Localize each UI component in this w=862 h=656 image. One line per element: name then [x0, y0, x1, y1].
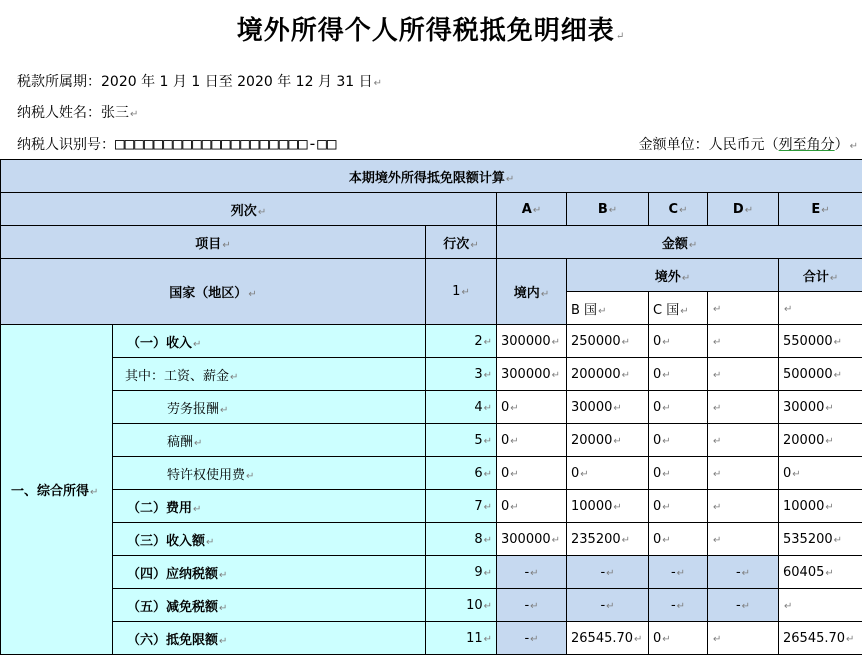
- country-header: 国家（地区）↵: [1, 259, 426, 325]
- cell-e[interactable]: 26545.70↵: [779, 622, 862, 655]
- cell-e[interactable]: ↵: [779, 589, 862, 622]
- taxpayer-id-value: □□□□□□□□□□□□□□□□□□□□-□□: [115, 134, 337, 153]
- cell-d: -↵: [708, 589, 779, 622]
- amount-header: 金额↵: [497, 226, 862, 259]
- cell-e[interactable]: 60405↵: [779, 556, 862, 589]
- table-row: [1, 490, 862, 523]
- cell-e[interactable]: 10000↵: [779, 490, 862, 523]
- cell-e[interactable]: 550000↵: [779, 325, 862, 358]
- tax-period: [17, 71, 382, 91]
- row-label: （四）应纳税额↵: [113, 556, 426, 589]
- table-row: [1, 589, 862, 622]
- return-mark-icon: ↵: [373, 78, 383, 89]
- table-row: [1, 622, 862, 655]
- cell-d[interactable]: ↵: [708, 325, 779, 358]
- group-label: 一、综合所得↵: [1, 325, 113, 655]
- cell-b[interactable]: 200000↵: [567, 358, 649, 391]
- cell-b[interactable]: 30000↵: [567, 391, 649, 424]
- credit-table: [0, 159, 862, 655]
- cell-a[interactable]: 300000↵: [497, 358, 567, 391]
- cell-a[interactable]: 300000↵: [497, 523, 567, 556]
- cell-b[interactable]: 26545.70↵: [567, 622, 649, 655]
- currency-unit-emph: 列至角分: [778, 137, 835, 153]
- cell-c[interactable]: 0↵: [649, 391, 708, 424]
- cell-d[interactable]: ↵: [708, 622, 779, 655]
- cell-b: -↵: [567, 589, 649, 622]
- table-row: [1, 358, 862, 391]
- table-row: [1, 424, 862, 457]
- row-label: （一）收入↵: [113, 325, 426, 358]
- row-label: （六）抵免限额↵: [113, 622, 426, 655]
- taxpayer-name-label: 纳税人姓名：: [17, 105, 101, 121]
- row-line: 10↵: [426, 589, 497, 622]
- domestic-header: 境内↵: [497, 259, 567, 325]
- tax-period-value: 2020 年 1 月 1 日至 2020 年 12 月 31 日: [101, 74, 373, 90]
- cell-a[interactable]: 0↵: [497, 490, 567, 523]
- cell-c[interactable]: 0↵: [649, 523, 708, 556]
- taxpayer-name: [17, 102, 138, 122]
- table-row: [1, 556, 862, 589]
- cell-c: -↵: [649, 556, 708, 589]
- cell-a[interactable]: 0↵: [497, 457, 567, 490]
- return-mark-icon: ↵: [130, 109, 139, 120]
- row-line: 4↵: [426, 391, 497, 424]
- taxpayer-id: [17, 134, 337, 154]
- row-line: 8↵: [426, 523, 497, 556]
- cell-b[interactable]: 250000↵: [567, 325, 649, 358]
- row-line: 9↵: [426, 556, 497, 589]
- row-label: 劳务报酬↵: [113, 391, 426, 424]
- cell-e[interactable]: 500000↵: [779, 358, 862, 391]
- cell-e[interactable]: 535200↵: [779, 523, 862, 556]
- row-label: （三）收入额↵: [113, 523, 426, 556]
- cell-b[interactable]: 20000↵: [567, 424, 649, 457]
- cell-e[interactable]: 0↵: [779, 457, 862, 490]
- cell-d[interactable]: ↵: [708, 523, 779, 556]
- country-b-cell[interactable]: B 国↵: [567, 292, 649, 325]
- cell-d[interactable]: ↵: [708, 391, 779, 424]
- cell-b: -↵: [567, 556, 649, 589]
- tax-period-label: 税款所属期：: [17, 74, 101, 90]
- cell-d[interactable]: ↵: [708, 457, 779, 490]
- cell-c: -↵: [649, 589, 708, 622]
- country-d-cell[interactable]: ↵: [708, 292, 779, 325]
- country-e-cell[interactable]: ↵: [779, 292, 862, 325]
- cell-a[interactable]: 0↵: [497, 391, 567, 424]
- cell-d: -↵: [708, 556, 779, 589]
- row-line: 2↵: [426, 325, 497, 358]
- col-a: A↵: [497, 193, 567, 226]
- cell-b[interactable]: 10000↵: [567, 490, 649, 523]
- cell-c[interactable]: 0↵: [649, 325, 708, 358]
- col-row-label: 列次↵: [1, 193, 497, 226]
- cell-d[interactable]: ↵: [708, 424, 779, 457]
- cell-d[interactable]: ↵: [708, 358, 779, 391]
- cell-a: -↵: [497, 589, 567, 622]
- section-title: 本期境外所得抵免限额计算↵: [1, 160, 862, 193]
- cell-e[interactable]: 20000↵: [779, 424, 862, 457]
- row-line: 11↵: [426, 622, 497, 655]
- col-e: E↵: [779, 193, 862, 226]
- taxpayer-name-value: 张三: [101, 105, 129, 121]
- cell-c[interactable]: 0↵: [649, 490, 708, 523]
- cell-e[interactable]: 30000↵: [779, 391, 862, 424]
- cell-c[interactable]: 0↵: [649, 622, 708, 655]
- cell-a: -↵: [497, 556, 567, 589]
- currency-unit-close: ）: [834, 137, 849, 153]
- cell-a: -↵: [497, 622, 567, 655]
- cell-a[interactable]: 0↵: [497, 424, 567, 457]
- row-line: 5↵: [426, 424, 497, 457]
- row-label: （五）减免税额↵: [113, 589, 426, 622]
- return-mark-icon: ↵: [849, 141, 858, 152]
- row-line: 7↵: [426, 490, 497, 523]
- row-line: 6↵: [426, 457, 497, 490]
- table-row: [1, 391, 862, 424]
- row-label: （二）费用↵: [113, 490, 426, 523]
- page-title: 境外所得个人所得税抵免明细表↵: [236, 16, 626, 46]
- currency-unit: [639, 134, 858, 154]
- row-line: 3↵: [426, 358, 497, 391]
- cell-c[interactable]: 0↵: [649, 424, 708, 457]
- table-row: [1, 325, 862, 358]
- row-label: 稿酬↵: [113, 424, 426, 457]
- col-d: D↵: [708, 193, 779, 226]
- taxpayer-id-label: 纳税人识别号：: [17, 137, 115, 153]
- line-header: 行次↵: [426, 226, 497, 259]
- item-header: 项目↵: [1, 226, 426, 259]
- total-header: 合计↵: [779, 259, 862, 292]
- cell-b[interactable]: 0↵: [567, 457, 649, 490]
- overseas-header: 境外↵: [567, 259, 779, 292]
- country-c-cell[interactable]: C 国↵: [649, 292, 708, 325]
- country-line: 1↵: [426, 259, 497, 325]
- cell-c[interactable]: 0↵: [649, 358, 708, 391]
- cell-d[interactable]: ↵: [708, 490, 779, 523]
- table-row: [1, 523, 862, 556]
- cell-b[interactable]: 235200↵: [567, 523, 649, 556]
- return-mark-icon: ↵: [615, 31, 626, 42]
- row-label: 特许权使用费↵: [113, 457, 426, 490]
- cell-a[interactable]: 300000↵: [497, 325, 567, 358]
- col-c: C↵: [649, 193, 708, 226]
- row-label: 其中：工资、薪金↵: [113, 358, 426, 391]
- cell-c[interactable]: 0↵: [649, 457, 708, 490]
- currency-unit-label: 金额单位：人民币元（: [638, 137, 779, 153]
- table-row: [1, 457, 862, 490]
- col-b: B↵: [567, 193, 649, 226]
